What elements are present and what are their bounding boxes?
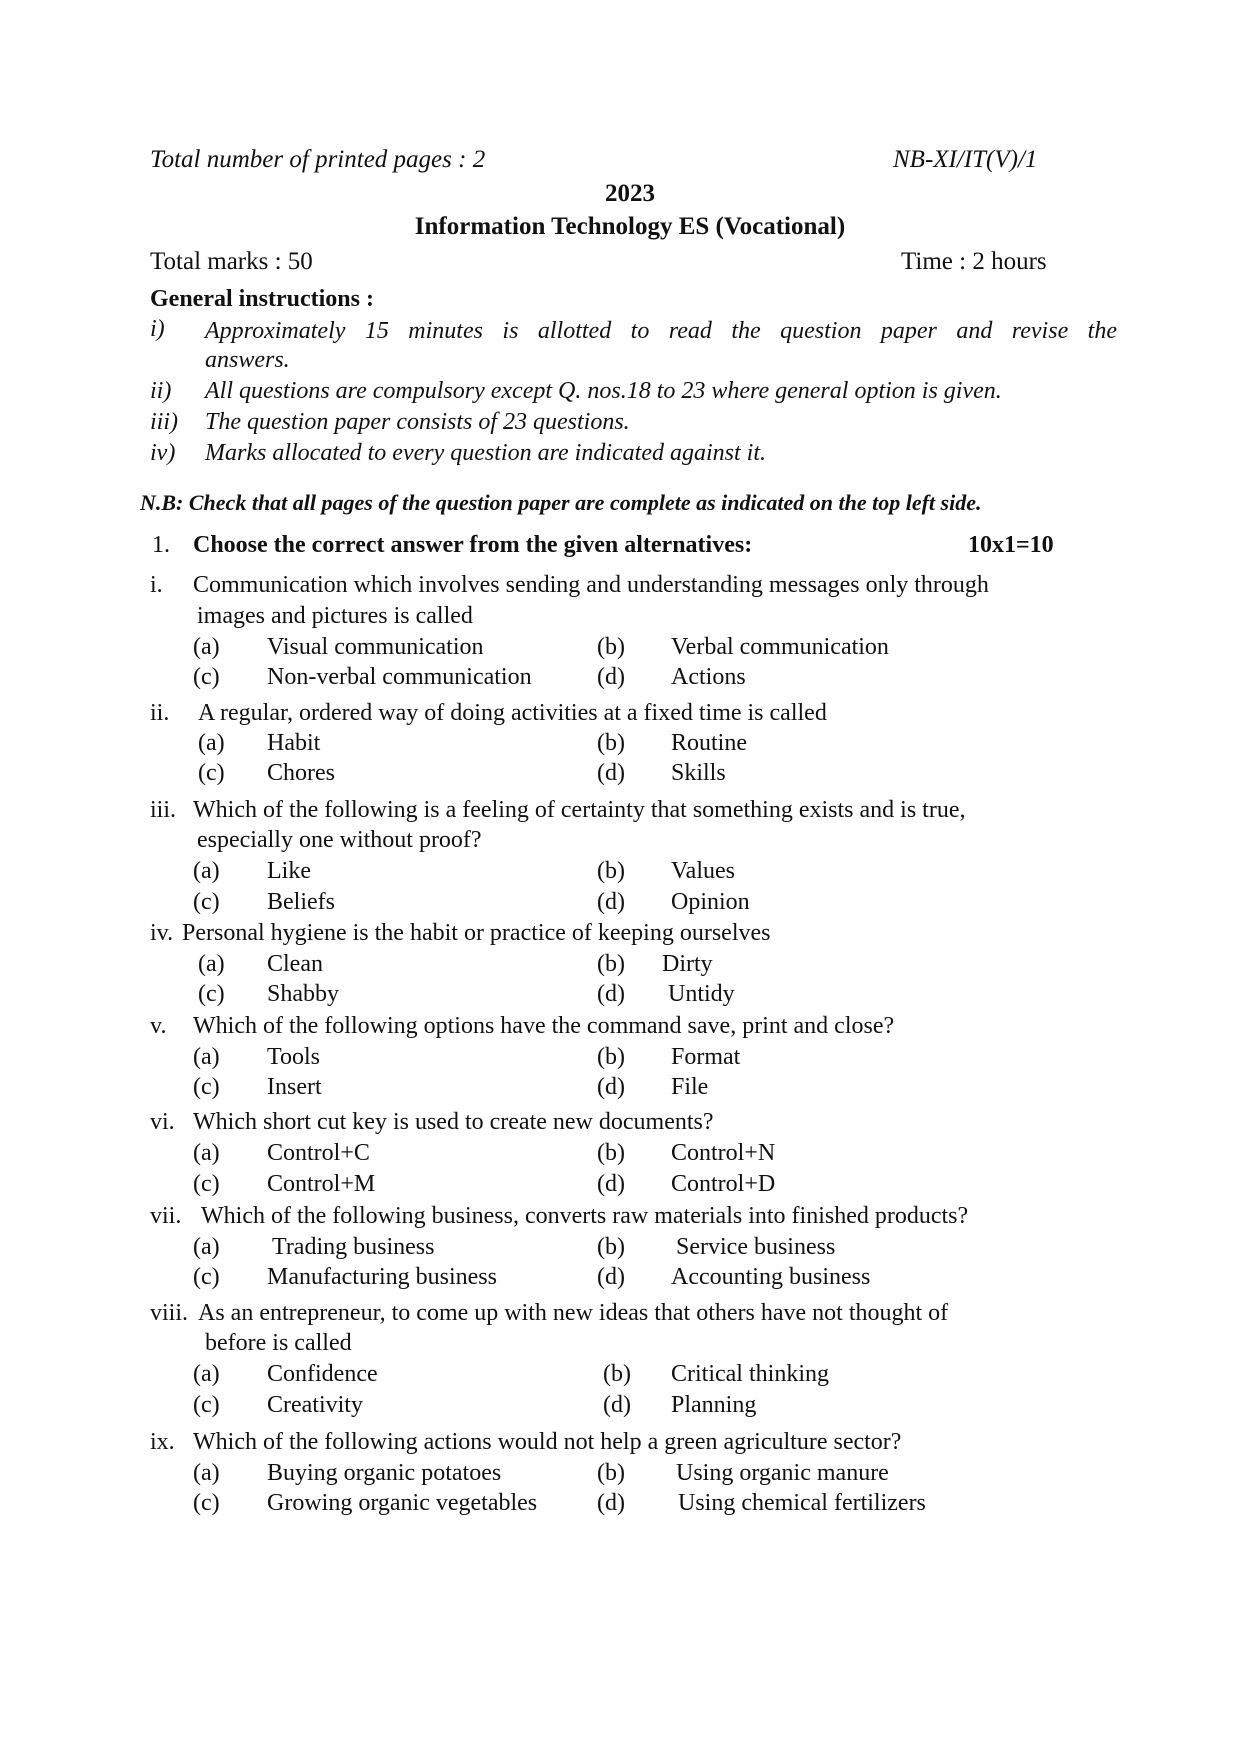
option-label: (c): [193, 889, 220, 915]
item-number: vii.: [150, 1203, 182, 1229]
option-text: Growing organic vegetables: [267, 1490, 538, 1516]
option-text: Clean: [267, 951, 323, 977]
option-label: (a): [193, 1361, 220, 1387]
option-label: (d): [597, 1264, 625, 1290]
instruction-num: iv): [150, 440, 176, 466]
option-text: Service business: [676, 1234, 836, 1260]
option-label: (b): [597, 1044, 625, 1070]
item-question-cont: before is called: [205, 1330, 352, 1356]
option-text: Using chemical fertilizers: [678, 1490, 926, 1516]
question-number: 1.: [152, 532, 170, 558]
printed-pages-note: Total number of printed pages : 2: [150, 146, 486, 173]
option-text: Trading business: [272, 1234, 435, 1260]
option-label: (a): [193, 634, 220, 660]
option-label: (c): [193, 1074, 220, 1100]
option-label: (d): [597, 889, 625, 915]
option-text: Verbal communication: [671, 634, 889, 660]
item-number: ix.: [150, 1429, 175, 1455]
item-question: Communication which involves sending and understanding messages only through: [193, 572, 989, 598]
item-number: iii.: [150, 797, 177, 823]
option-label: (a): [193, 1140, 220, 1166]
total-marks: Total marks : 50: [150, 248, 313, 275]
option-label: (d): [597, 1490, 625, 1516]
option-label: (a): [193, 1460, 220, 1486]
option-label: (b): [597, 1140, 625, 1166]
option-text: Opinion: [671, 889, 750, 915]
item-number: ii.: [150, 700, 170, 726]
exam-year: 2023: [605, 180, 655, 207]
item-question-cont: images and pictures is called: [197, 603, 473, 629]
instruction-text: All questions are compulsory except Q. nos.18 to 23 where general option is given.: [205, 378, 1002, 404]
option-text: Buying organic potatoes: [267, 1460, 502, 1486]
option-label: (b): [597, 1234, 625, 1260]
item-number: vi.: [150, 1109, 175, 1135]
instruction-num: i): [150, 316, 165, 342]
option-text: Dirty: [662, 951, 713, 977]
item-question-cont: especially one without proof?: [197, 827, 482, 853]
option-text: Habit: [267, 730, 321, 756]
paper-code: NB-XI/IT(V)/1: [893, 146, 1038, 173]
option-label: (b): [597, 858, 625, 884]
instructions-heading: General instructions :: [150, 286, 374, 312]
option-text: Control+D: [671, 1171, 776, 1197]
option-label: (a): [198, 730, 225, 756]
option-label: (d): [597, 1171, 625, 1197]
option-text: Skills: [671, 760, 726, 786]
option-text: Accounting business: [671, 1264, 871, 1290]
option-label: (c): [193, 1490, 220, 1516]
item-number: iv.: [150, 920, 174, 946]
option-text: Manufacturing business: [267, 1264, 497, 1290]
item-question: A regular, ordered way of doing activities at a fixed time is called: [198, 700, 827, 726]
item-question: Which of the following actions would not help a green agriculture sector?: [193, 1429, 902, 1455]
option-text: Non-verbal communication: [267, 664, 532, 690]
question-marks: 10x1=10: [968, 532, 1054, 558]
option-text: Insert: [267, 1074, 322, 1100]
item-question: Personal hygiene is the habit or practice of keeping ourselves: [182, 920, 771, 946]
option-label: (b): [597, 634, 625, 660]
option-text: Using organic manure: [676, 1460, 889, 1486]
option-label: (d): [597, 1074, 625, 1100]
option-text: Planning: [671, 1392, 757, 1418]
subject-title: Information Technology ES (Vocational): [414, 213, 846, 240]
option-text: Actions: [671, 664, 746, 690]
option-text: Routine: [671, 730, 747, 756]
option-label: (d): [597, 981, 625, 1007]
option-text: Values: [671, 858, 735, 884]
option-text: Beliefs: [267, 889, 335, 915]
item-question: Which of the following options have the command save, print and close?: [193, 1013, 895, 1039]
option-label: (d): [603, 1392, 631, 1418]
option-text: Creativity: [267, 1392, 363, 1418]
option-text: Control+N: [671, 1140, 776, 1166]
option-label: (a): [198, 951, 225, 977]
option-text: Format: [671, 1044, 741, 1070]
item-number: viii.: [150, 1300, 189, 1326]
instruction-text: Approximately 15 minutes is allotted to read the question paper and revise the: [205, 318, 1117, 344]
option-label: (b): [603, 1361, 631, 1387]
option-text: Critical thinking: [671, 1361, 829, 1387]
option-label: (d): [597, 760, 625, 786]
item-question: Which of the following business, converts raw materials into finished products?: [201, 1203, 969, 1229]
option-label: (d): [597, 664, 625, 690]
option-label: (a): [193, 1234, 220, 1260]
instruction-text: Marks allocated to every question are indicated against it.: [205, 440, 766, 466]
option-text: File: [671, 1074, 709, 1100]
option-label: (c): [193, 664, 220, 690]
time-allowed: Time : 2 hours: [901, 248, 1047, 275]
instruction-text: The question paper consists of 23 questions.: [205, 409, 630, 435]
option-text: Tools: [267, 1044, 320, 1070]
option-label: (c): [198, 760, 225, 786]
option-label: (c): [193, 1171, 220, 1197]
option-text: Untidy: [668, 981, 735, 1007]
option-text: Like: [267, 858, 311, 884]
item-question: Which short cut key is used to create new documents?: [193, 1109, 714, 1135]
option-text: Control+M: [267, 1171, 376, 1197]
nb-note: N.B: Check that all pages of the question paper are complete as indicated on the top left side.: [140, 490, 982, 515]
question-title: Choose the correct answer from the given alternatives:: [193, 532, 753, 558]
instruction-text-cont: answers.: [205, 347, 290, 373]
option-label: (b): [597, 730, 625, 756]
option-text: Shabby: [267, 981, 339, 1007]
option-label: (b): [597, 1460, 625, 1486]
option-label: (c): [193, 1392, 220, 1418]
option-label: (c): [193, 1264, 220, 1290]
option-text: Visual communication: [267, 634, 484, 660]
option-label: (c): [198, 981, 225, 1007]
instruction-num: ii): [150, 378, 172, 404]
option-text: Chores: [267, 760, 335, 786]
option-label: (a): [193, 858, 220, 884]
option-label: (a): [193, 1044, 220, 1070]
item-question: As an entrepreneur, to come up with new ideas that others have not thought of: [198, 1300, 949, 1326]
item-question: Which of the following is a feeling of certainty that something exists and is true,: [193, 797, 966, 823]
option-label: (b): [597, 951, 625, 977]
item-number: i.: [150, 572, 163, 598]
option-text: Control+C: [267, 1140, 370, 1166]
option-text: Confidence: [267, 1361, 378, 1387]
instruction-num: iii): [150, 409, 178, 435]
item-number: v.: [150, 1013, 167, 1039]
